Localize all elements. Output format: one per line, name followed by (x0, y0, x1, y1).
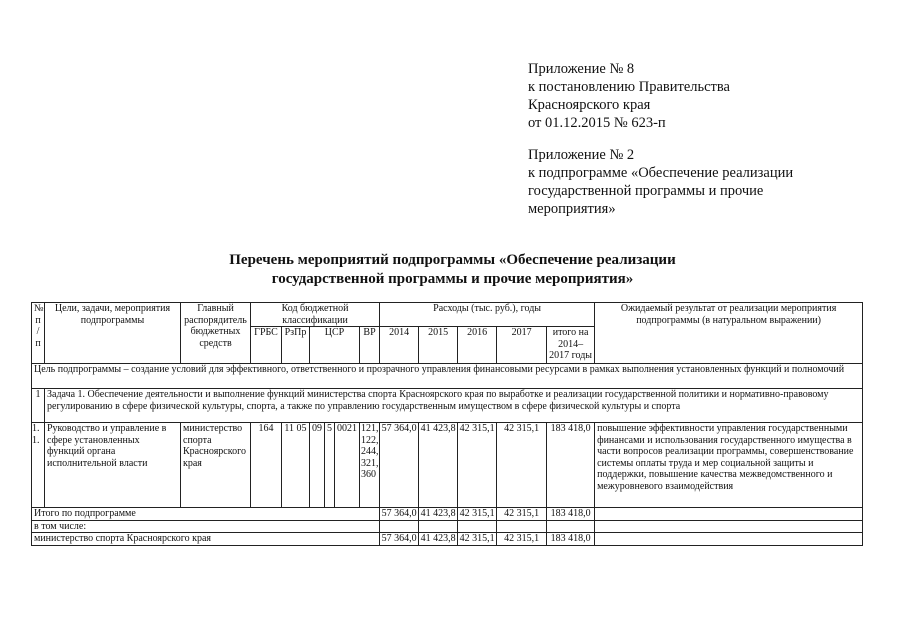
header-grbs: ГРБС (251, 327, 282, 364)
activity-csr-b: 5 (325, 423, 335, 508)
ministry-2016: 42 315,1 (459, 533, 495, 544)
activity-result: повышение эффективности управления государственными финансами и использования государственного имущества в части вопросов реализации программы, совершенствование системы оплаты труда и мер социальной защиты и поддержки, повышение качества межведомственного и межуровневого взаимодействия (595, 423, 863, 508)
header-result: Ожидаемый результат от реализации мероприятия подпрограммы (в натуральном выражении) (595, 303, 863, 364)
activity-csr-c: 0021 (335, 423, 360, 508)
total-2014: 57 364,0 (381, 508, 417, 519)
appendix-line: мероприятия» (528, 201, 616, 217)
header-goals: Цели, задачи, мероприятия подпрограммы (45, 303, 181, 364)
header-2014: 2014 (380, 327, 419, 364)
appendix-line: к постановлению Правительства (528, 79, 730, 95)
task-row (32, 389, 863, 423)
appendix-2-header (528, 146, 793, 218)
ministry-total: 183 418,0 (547, 533, 595, 546)
activity-vr: 121, 122, 244, 321, 360 (360, 423, 380, 508)
activity-2016: 42 315,1 (458, 423, 497, 508)
header-csr: ЦСР (310, 327, 360, 364)
activities-table (31, 302, 863, 546)
appendix-line: от 01.12.2015 № 623-п (528, 115, 666, 131)
activity-rzpr: 11 05 (282, 423, 310, 508)
including-2014-empty (380, 520, 419, 533)
appendix-8-header (528, 60, 730, 132)
ministry-result-empty (595, 533, 863, 546)
including-2016-empty (458, 520, 497, 533)
activity-2015: 41 423,8 (419, 423, 458, 508)
header-rzpr: РзПр (282, 327, 310, 364)
total-2017: 42 315,1 (497, 508, 547, 521)
goal-text: Цель подпрограммы – создание условий для эффективного, ответственного и прозрачного управления финансовыми ресурсами в рамках выполнения установленных функций и полномочий (32, 364, 863, 389)
including-2015-empty (419, 520, 458, 533)
total-sum: 183 418,0 (547, 508, 595, 521)
total-2015: 41 423,8 (420, 508, 456, 519)
task-text: Задача 1. Обеспечение деятельности и выполнение функций министерства спорта Красноярского края по выработке и реализации государственной политики и нормативно-правовому регулированию в сфере физической культуры, спорта, а также по управлению государственным имуществом в сфере физической культуры и спорта (45, 389, 863, 423)
total-result-empty (595, 508, 863, 521)
header-2017: 2017 (497, 327, 547, 364)
appendix-line: государственной программы и прочие (528, 183, 764, 199)
ministry-2014: 57 364,0 (381, 533, 417, 544)
activity-2017: 42 315,1 (497, 423, 547, 508)
document-title (0, 251, 905, 289)
title-line-2: государственной программы и прочие мероприятия» (271, 271, 634, 287)
header-expenses-group: Расходы (тыс. руб.), годы (380, 303, 595, 327)
activity-grbs: 164 (251, 423, 282, 508)
header-2016: 2016 (458, 327, 497, 364)
including-2017-empty (497, 520, 547, 533)
including-label: в том числе: (32, 520, 380, 533)
ministry-row (32, 533, 863, 546)
including-result-empty (595, 520, 863, 533)
activity-row (32, 423, 863, 508)
appendix-line: Красноярского края (528, 97, 651, 113)
header-manager: Главный распорядитель бюджетных средств (181, 303, 251, 364)
ministry-2015: 41 423,8 (420, 533, 456, 544)
activity-total: 183 418,0 (547, 423, 595, 508)
appendix-line: Приложение № 8 (528, 61, 635, 77)
including-total-empty (547, 520, 595, 533)
total-label: Итого по подпрограмме (32, 508, 380, 521)
including-row (32, 520, 863, 533)
header-vr: ВР (360, 327, 380, 364)
activity-csr-a: 09 (310, 423, 325, 508)
activity-name: Руководство и управление в сфере установленных функций органа исполнительной власти (45, 423, 181, 508)
appendix-line: к подпрограмме «Обеспечение реализации (528, 165, 794, 181)
appendix-line: Приложение № 2 (528, 147, 635, 163)
total-2016: 42 315,1 (459, 508, 495, 519)
activity-2014: 57 364,0 (380, 423, 419, 508)
goal-row (32, 364, 863, 389)
header-2015: 2015 (419, 327, 458, 364)
table-header-row (32, 303, 863, 327)
activity-manager: министерство спорта Красноярского края (181, 423, 251, 508)
task-num: 1 (32, 389, 45, 423)
header-total: итого на 2014–2017 годы (547, 327, 595, 364)
ministry-label: министерство спорта Красноярского края (32, 533, 380, 546)
ministry-2017: 42 315,1 (497, 533, 547, 546)
subprogram-total-row (32, 508, 863, 521)
header-code-group: Код бюджетной классификации (251, 303, 380, 327)
title-line-1: Перечень мероприятий подпрограммы «Обеспечение реализации (229, 252, 676, 268)
header-num: № п/п (32, 303, 45, 364)
activity-num: 1.1. (32, 423, 45, 508)
